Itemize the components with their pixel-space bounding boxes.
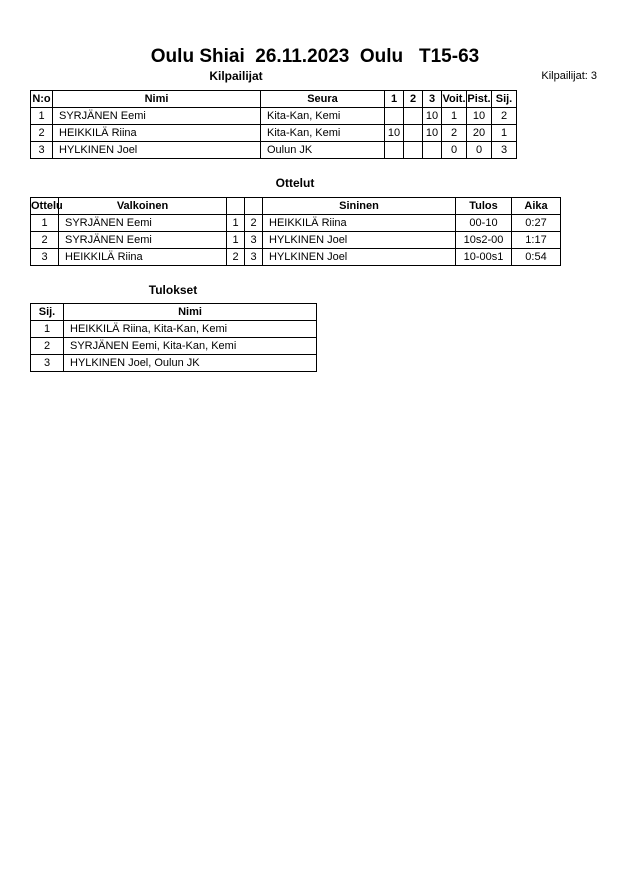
cell-points: 0	[467, 142, 492, 159]
cell-club: Kita-Kan, Kemi	[261, 108, 385, 125]
cell-points: 10	[467, 108, 492, 125]
cell-time: 0:54	[512, 249, 561, 266]
cell-name: SYRJÄNEN Eemi, Kita-Kan, Kemi	[64, 338, 317, 355]
table-row	[31, 125, 517, 142]
cell-name: HYLKINEN Joel	[53, 142, 261, 159]
col-header-place: Sij.	[492, 91, 517, 108]
cell-blue-name: HYLKINEN Joel	[263, 232, 456, 249]
cell-name: HEIKKILÄ Riina, Kita-Kan, Kemi	[64, 321, 317, 338]
cell-wins: 0	[442, 142, 467, 159]
cell-score-2	[404, 142, 423, 159]
cell-points: 20	[467, 125, 492, 142]
competitors-heading: Kilpailijat	[209, 69, 263, 83]
results-table	[30, 303, 317, 372]
matches-table	[30, 197, 561, 266]
table-row	[31, 232, 561, 249]
cell-score-2	[404, 125, 423, 142]
matches-heading: Ottelut	[275, 176, 315, 190]
col-header-blue: Sininen	[263, 198, 456, 215]
cell-score-3: 10	[423, 125, 442, 142]
cell-place: 2	[492, 108, 517, 125]
cell-wins: 1	[442, 108, 467, 125]
cell-match-no: 1	[31, 215, 59, 232]
table-row	[31, 142, 517, 159]
cell-name: HEIKKILÄ Riina	[53, 125, 261, 142]
cell-white-name: HEIKKILÄ Riina	[59, 249, 227, 266]
cell-white-name: SYRJÄNEN Eemi	[59, 232, 227, 249]
cell-time: 1:17	[512, 232, 561, 249]
cell-score-1	[385, 108, 404, 125]
page-title: Oulu Shiai 26.11.2023 Oulu T15-63	[150, 46, 480, 67]
cell-no: 3	[31, 142, 53, 159]
col-header-place: Sij.	[31, 304, 64, 321]
cell-name: SYRJÄNEN Eemi	[53, 108, 261, 125]
cell-result: 10s2-00	[456, 232, 512, 249]
cell-name: HYLKINEN Joel, Oulun JK	[64, 355, 317, 372]
cell-result: 00-10	[456, 215, 512, 232]
cell-white-no: 1	[227, 232, 245, 249]
table-header-row	[31, 198, 561, 215]
cell-blue-no: 2	[245, 215, 263, 232]
cell-no: 2	[31, 125, 53, 142]
cell-score-2	[404, 108, 423, 125]
col-header-name: Nimi	[64, 304, 317, 321]
col-header-club: Seura	[261, 91, 385, 108]
results-heading: Tulokset	[148, 283, 198, 297]
cell-blue-no: 3	[245, 232, 263, 249]
table-row	[31, 338, 317, 355]
cell-white-no: 1	[227, 215, 245, 232]
cell-place: 2	[31, 338, 64, 355]
col-header-3: 3	[423, 91, 442, 108]
cell-no: 1	[31, 108, 53, 125]
cell-score-1: 10	[385, 125, 404, 142]
table-row	[31, 108, 517, 125]
col-header-no: N:o	[31, 91, 53, 108]
cell-blue-no: 3	[245, 249, 263, 266]
col-header-wins: Voit.	[442, 91, 467, 108]
cell-time: 0:27	[512, 215, 561, 232]
col-header-result: Tulos	[456, 198, 512, 215]
cell-blue-name: HEIKKILÄ Riina	[263, 215, 456, 232]
cell-blue-name: HYLKINEN Joel	[263, 249, 456, 266]
cell-result: 10-00s1	[456, 249, 512, 266]
table-header-row	[31, 91, 517, 108]
table-row	[31, 321, 317, 338]
cell-club: Kita-Kan, Kemi	[261, 125, 385, 142]
col-header-time: Aika	[512, 198, 561, 215]
table-row	[31, 215, 561, 232]
table-row	[31, 355, 317, 372]
cell-match-no: 3	[31, 249, 59, 266]
cell-place: 3	[492, 142, 517, 159]
cell-place: 1	[492, 125, 517, 142]
cell-club: Oulun JK	[261, 142, 385, 159]
col-header-empty	[227, 198, 245, 215]
cell-match-no: 2	[31, 232, 59, 249]
cell-place: 1	[31, 321, 64, 338]
table-row	[31, 249, 561, 266]
competitors-table	[30, 90, 517, 159]
cell-place: 3	[31, 355, 64, 372]
col-header-empty	[245, 198, 263, 215]
cell-score-1	[385, 142, 404, 159]
col-header-match-no: Ottelu	[31, 198, 59, 215]
cell-wins: 2	[442, 125, 467, 142]
col-header-points: Pist.	[467, 91, 492, 108]
competitors-count-label: Kilpailijat: 3	[541, 70, 597, 82]
cell-white-name: SYRJÄNEN Eemi	[59, 215, 227, 232]
table-header-row	[31, 304, 317, 321]
col-header-white: Valkoinen	[59, 198, 227, 215]
col-header-2: 2	[404, 91, 423, 108]
cell-score-3	[423, 142, 442, 159]
cell-score-3: 10	[423, 108, 442, 125]
col-header-1: 1	[385, 91, 404, 108]
cell-white-no: 2	[227, 249, 245, 266]
col-header-name: Nimi	[53, 91, 261, 108]
